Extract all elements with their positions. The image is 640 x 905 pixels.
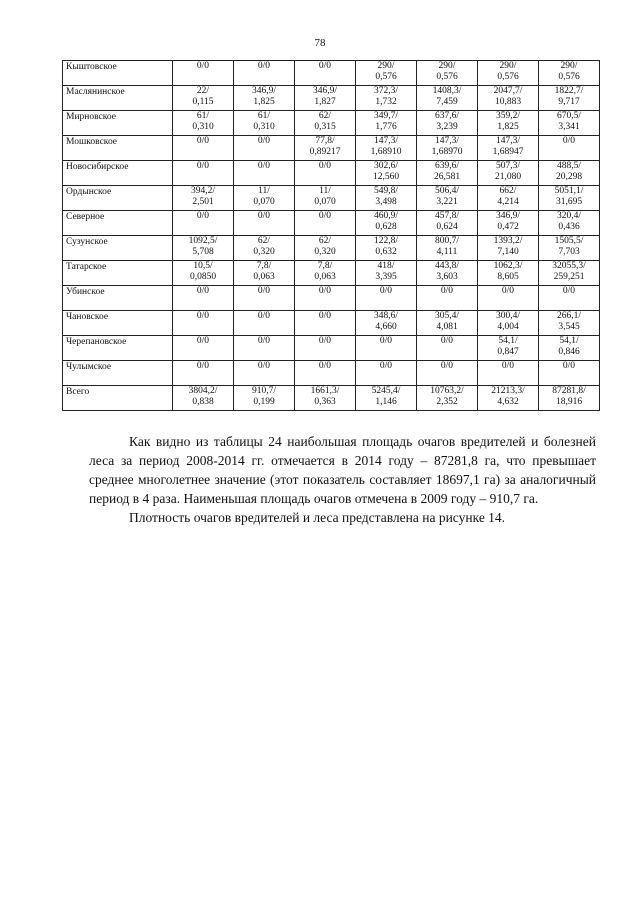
value-line: 3,603 xyxy=(436,272,458,282)
value-line: 800,7/ xyxy=(434,236,459,246)
value-line: 0,624 xyxy=(436,222,458,232)
district-name-cell: Мошковское xyxy=(63,136,173,161)
value-cell xyxy=(173,211,234,236)
value-line: 3804,2/ xyxy=(188,386,218,396)
value-line: 0/0 xyxy=(257,336,271,346)
value-line: 10,5/ xyxy=(193,261,213,271)
value-line: 0,0850 xyxy=(189,272,217,282)
value-line: 1,68970 xyxy=(431,147,463,157)
value-line: 2047,7/ xyxy=(493,86,523,96)
value-line: 290/ xyxy=(560,61,578,71)
value-line: 1505,5/ xyxy=(554,236,584,246)
value-line: 1822,7/ xyxy=(554,86,584,96)
value-cell xyxy=(478,236,539,261)
value-line: 0,846 xyxy=(558,347,580,357)
table-body xyxy=(63,61,600,411)
value-cell xyxy=(173,136,234,161)
table-row xyxy=(63,236,600,261)
district-name-cell: Чановское xyxy=(63,311,173,336)
value-line: 346,9/ xyxy=(495,211,520,221)
district-name-cell: Новосибирское xyxy=(63,161,173,186)
value-cell xyxy=(356,211,417,236)
value-line: 305,4/ xyxy=(434,311,459,321)
value-cell xyxy=(539,361,600,386)
table-row xyxy=(63,161,600,186)
value-line: 359,2/ xyxy=(495,111,520,121)
value-line: 3,395 xyxy=(375,272,397,282)
value-line: 147,3/ xyxy=(434,136,459,146)
value-line: 4,004 xyxy=(497,322,519,332)
value-line: 460,9/ xyxy=(373,211,398,221)
value-line: 418/ xyxy=(377,261,395,271)
value-line: 9,717 xyxy=(558,97,580,107)
value-line: 4,632 xyxy=(497,397,519,407)
value-cell xyxy=(356,361,417,386)
value-line: 1,68910 xyxy=(370,147,402,157)
value-line: 637,6/ xyxy=(434,111,459,121)
body-text xyxy=(89,432,596,527)
value-cell xyxy=(173,361,234,386)
value-line: 3,498 xyxy=(375,197,397,207)
value-line: 320,4/ xyxy=(556,211,581,221)
value-line: 8,605 xyxy=(497,272,519,282)
value-line: 0,320 xyxy=(314,247,336,257)
value-line: 62/ xyxy=(257,236,271,246)
value-cell xyxy=(356,86,417,111)
value-line: 0,628 xyxy=(375,222,397,232)
table-row xyxy=(63,261,600,286)
value-cell xyxy=(539,311,600,336)
value-line: 506,4/ xyxy=(434,186,459,196)
value-line: 3,545 xyxy=(558,322,580,332)
value-line: 0/0 xyxy=(257,311,271,321)
value-cell xyxy=(295,286,356,311)
value-cell xyxy=(234,61,295,86)
value-cell xyxy=(295,111,356,136)
value-cell xyxy=(417,311,478,336)
value-line: 0,063 xyxy=(253,272,275,282)
value-cell xyxy=(356,336,417,361)
table-row xyxy=(63,286,600,311)
value-cell xyxy=(295,61,356,86)
value-line: 0/0 xyxy=(501,361,515,371)
value-line: 0,847 xyxy=(497,347,519,357)
district-name-cell: Северное xyxy=(63,211,173,236)
value-line: 0/0 xyxy=(440,336,454,346)
district-name-cell: Мирновское xyxy=(63,111,173,136)
page-number: 78 xyxy=(314,37,326,49)
value-cell xyxy=(173,336,234,361)
value-line: 549,8/ xyxy=(373,186,398,196)
value-cell xyxy=(417,286,478,311)
value-cell xyxy=(478,336,539,361)
table-row xyxy=(63,311,600,336)
value-line: 54,1/ xyxy=(559,336,579,346)
value-cell xyxy=(539,386,600,411)
value-cell xyxy=(295,236,356,261)
value-cell xyxy=(173,386,234,411)
value-line: 348,6/ xyxy=(373,311,398,321)
value-line: 0/0 xyxy=(257,136,271,146)
value-line: 0,320 xyxy=(253,247,275,257)
value-line: 443,8/ xyxy=(434,261,459,271)
value-line: 290/ xyxy=(377,61,395,71)
value-line: 0/0 xyxy=(196,361,210,371)
value-line: 266,1/ xyxy=(556,311,581,321)
value-line: 0/0 xyxy=(196,311,210,321)
value-cell xyxy=(478,186,539,211)
value-cell xyxy=(173,261,234,286)
value-cell xyxy=(295,186,356,211)
table-row xyxy=(63,61,600,86)
value-cell xyxy=(417,61,478,86)
value-line: 300,4/ xyxy=(495,311,520,321)
value-line: 7,140 xyxy=(497,247,519,257)
table-row xyxy=(63,136,600,161)
value-cell xyxy=(539,286,600,311)
value-line: 0/0 xyxy=(196,61,210,71)
value-line: 4,111 xyxy=(436,247,458,257)
paragraph: Плотность очагов вредителей и леса представлена на рисунке 14. xyxy=(129,510,506,525)
value-line: 62/ xyxy=(318,111,332,121)
value-line: 4,214 xyxy=(497,197,519,207)
value-line: 0/0 xyxy=(318,161,332,171)
value-line: 0/0 xyxy=(501,286,515,296)
value-cell xyxy=(539,61,600,86)
value-line: 259,251 xyxy=(553,272,585,282)
value-line: 507,3/ xyxy=(495,161,520,171)
value-line: 10763,2/ xyxy=(430,386,464,396)
value-cell xyxy=(417,86,478,111)
value-cell xyxy=(417,161,478,186)
value-line: 0,115 xyxy=(192,97,214,107)
value-line: 0/0 xyxy=(196,286,210,296)
value-cell xyxy=(173,311,234,336)
value-line: 7,8/ xyxy=(256,261,272,271)
value-cell xyxy=(295,311,356,336)
value-line: 1393,2/ xyxy=(493,236,523,246)
value-line: 0,576 xyxy=(558,72,580,82)
value-cell xyxy=(173,86,234,111)
value-cell xyxy=(478,161,539,186)
value-line: 21213,3/ xyxy=(491,386,525,396)
value-cell xyxy=(234,161,295,186)
value-cell xyxy=(478,136,539,161)
value-cell xyxy=(539,261,600,286)
value-line: 0/0 xyxy=(257,211,271,221)
value-line: 0,576 xyxy=(497,72,519,82)
value-cell xyxy=(234,336,295,361)
value-cell xyxy=(356,61,417,86)
value-cell xyxy=(356,261,417,286)
value-cell xyxy=(417,211,478,236)
value-line: 0,315 xyxy=(314,122,336,132)
value-line: 7,459 xyxy=(436,97,458,107)
value-line: 2,352 xyxy=(436,397,458,407)
value-line: 0/0 xyxy=(440,286,454,296)
value-cell xyxy=(417,111,478,136)
value-line: 5,708 xyxy=(192,247,214,257)
value-line: 4,660 xyxy=(375,322,397,332)
value-line: 10,883 xyxy=(494,97,522,107)
value-line: 5051,1/ xyxy=(554,186,584,196)
value-cell xyxy=(539,211,600,236)
value-cell xyxy=(234,386,295,411)
district-name-cell: Чулымское xyxy=(63,361,173,386)
value-cell xyxy=(234,311,295,336)
value-cell xyxy=(295,136,356,161)
value-cell xyxy=(173,236,234,261)
value-line: 1661,3/ xyxy=(310,386,340,396)
value-line: 22/ xyxy=(196,86,210,96)
value-line: 0/0 xyxy=(257,361,271,371)
value-cell xyxy=(356,111,417,136)
value-line: 26,581 xyxy=(433,172,461,182)
value-cell xyxy=(356,186,417,211)
value-line: 122,8/ xyxy=(373,236,398,246)
value-line: 12,560 xyxy=(372,172,400,182)
table-row xyxy=(63,386,600,411)
value-line: 87281,8/ xyxy=(552,386,586,396)
value-line: 0,576 xyxy=(436,72,458,82)
value-cell xyxy=(234,361,295,386)
value-line: 346,9/ xyxy=(251,86,276,96)
value-cell xyxy=(356,286,417,311)
value-cell xyxy=(356,386,417,411)
district-name-cell: Кыштовское xyxy=(63,61,173,86)
value-cell xyxy=(356,136,417,161)
value-line: 3,221 xyxy=(436,197,458,207)
value-line: 11/ xyxy=(319,186,331,196)
value-line: 0,576 xyxy=(375,72,397,82)
value-cell xyxy=(295,86,356,111)
value-cell xyxy=(295,336,356,361)
value-line: 0/0 xyxy=(379,286,393,296)
value-cell xyxy=(478,386,539,411)
value-line: 1,827 xyxy=(314,97,336,107)
value-line: 5245,4/ xyxy=(371,386,401,396)
value-cell xyxy=(539,111,600,136)
value-cell xyxy=(539,236,600,261)
value-line: 0/0 xyxy=(318,286,332,296)
value-cell xyxy=(417,136,478,161)
value-line: 346,9/ xyxy=(312,86,337,96)
value-cell xyxy=(417,336,478,361)
value-line: 670,5/ xyxy=(556,111,581,121)
value-line: 0,838 xyxy=(192,397,214,407)
value-cell xyxy=(417,361,478,386)
value-line: 0/0 xyxy=(318,336,332,346)
value-line: 0/0 xyxy=(318,361,332,371)
value-cell xyxy=(478,311,539,336)
value-line: 1,776 xyxy=(375,122,397,132)
value-line: 302,6/ xyxy=(373,161,398,171)
value-cell xyxy=(478,111,539,136)
value-line: 1,68947 xyxy=(492,147,524,157)
value-line: 0/0 xyxy=(440,361,454,371)
value-line: 77,8/ xyxy=(315,136,335,146)
value-line: 290/ xyxy=(438,61,456,71)
value-line: 147,3/ xyxy=(373,136,398,146)
table-row xyxy=(63,336,600,361)
table-row xyxy=(63,211,600,236)
value-cell xyxy=(478,211,539,236)
table-row xyxy=(63,86,600,111)
value-line: 0,310 xyxy=(253,122,275,132)
value-cell xyxy=(234,86,295,111)
value-line: 20,298 xyxy=(555,172,583,182)
value-line: 0/0 xyxy=(318,311,332,321)
value-cell xyxy=(295,361,356,386)
value-line: 0,89217 xyxy=(309,147,341,157)
value-cell xyxy=(295,386,356,411)
value-cell xyxy=(417,186,478,211)
value-cell xyxy=(295,261,356,286)
value-line: 1062,3/ xyxy=(493,261,523,271)
value-line: 0/0 xyxy=(257,61,271,71)
value-line: 372,3/ xyxy=(373,86,398,96)
district-name-cell: Всего xyxy=(63,386,173,411)
value-cell xyxy=(234,211,295,236)
district-name-cell: Ордынское xyxy=(63,186,173,211)
table-row xyxy=(63,361,600,386)
value-line: 0/0 xyxy=(379,336,393,346)
value-line: 0,436 xyxy=(558,222,580,232)
value-line: 0,070 xyxy=(253,197,275,207)
value-line: 457,8/ xyxy=(434,211,459,221)
value-cell xyxy=(234,261,295,286)
value-cell xyxy=(478,361,539,386)
value-line: 0/0 xyxy=(379,361,393,371)
paragraph: Как видно из таблицы 24 наибольшая площадь очагов вредителей и болезней леса за период 2008-2014 гг. отмечается в 2014 году – 87281,8 га, что превышает среднее многолетнее значение (этот показатель составляет 18697,1 га) за аналогичный период в 4 раза. Наименьшая площадь очагов отмечена в 2009 году – 910,7 га. xyxy=(89,434,596,506)
value-cell xyxy=(417,261,478,286)
value-cell xyxy=(234,286,295,311)
value-line: 0,472 xyxy=(497,222,519,232)
value-line: 62/ xyxy=(318,236,332,246)
value-line: 3,239 xyxy=(436,122,458,132)
value-line: 0,063 xyxy=(314,272,336,282)
value-cell xyxy=(356,311,417,336)
district-name-cell: Сузунское xyxy=(63,236,173,261)
value-line: 0/0 xyxy=(562,286,576,296)
value-line: 1,825 xyxy=(253,97,275,107)
value-cell xyxy=(234,111,295,136)
value-cell xyxy=(173,186,234,211)
value-line: 0/0 xyxy=(562,136,576,146)
value-cell xyxy=(295,161,356,186)
value-line: 0/0 xyxy=(196,161,210,171)
value-line: 0/0 xyxy=(257,286,271,296)
value-line: 31,695 xyxy=(555,197,583,207)
value-line: 7,703 xyxy=(558,247,580,257)
value-line: 290/ xyxy=(499,61,517,71)
value-line: 910,7/ xyxy=(251,386,276,396)
value-line: 7,8/ xyxy=(317,261,333,271)
value-line: 662/ xyxy=(499,186,517,196)
district-name-cell: Маслянинское xyxy=(63,86,173,111)
value-line: 0,310 xyxy=(192,122,214,132)
value-line: 147,3/ xyxy=(495,136,520,146)
value-line: 61/ xyxy=(257,111,271,121)
value-line: 0/0 xyxy=(318,61,332,71)
value-line: 0,070 xyxy=(314,197,336,207)
value-cell xyxy=(173,286,234,311)
value-cell xyxy=(478,286,539,311)
value-cell xyxy=(478,86,539,111)
value-line: 394,2/ xyxy=(190,186,215,196)
value-line: 639,6/ xyxy=(434,161,459,171)
pest-foci-table xyxy=(62,60,600,411)
value-cell xyxy=(356,236,417,261)
value-line: 4,081 xyxy=(436,322,458,332)
value-cell xyxy=(295,211,356,236)
table-row xyxy=(63,111,600,136)
value-cell xyxy=(234,136,295,161)
value-line: 54,1/ xyxy=(498,336,518,346)
value-cell xyxy=(539,161,600,186)
district-name-cell: Татарское xyxy=(63,261,173,286)
value-line: 1408,3/ xyxy=(432,86,462,96)
value-cell xyxy=(417,386,478,411)
value-cell xyxy=(478,261,539,286)
value-cell xyxy=(539,336,600,361)
value-cell xyxy=(234,186,295,211)
value-line: 11/ xyxy=(258,186,270,196)
table-row xyxy=(63,186,600,211)
value-line: 61/ xyxy=(196,111,210,121)
value-cell xyxy=(173,61,234,86)
value-cell xyxy=(356,161,417,186)
value-cell xyxy=(234,236,295,261)
value-line: 1,825 xyxy=(497,122,519,132)
value-line: 3,341 xyxy=(558,122,580,132)
value-line: 0/0 xyxy=(196,136,210,146)
value-cell xyxy=(539,136,600,161)
value-cell xyxy=(478,61,539,86)
value-cell xyxy=(173,111,234,136)
value-line: 32055,3/ xyxy=(552,261,586,271)
value-line: 18,916 xyxy=(555,397,583,407)
value-line: 2,501 xyxy=(192,197,214,207)
district-name-cell: Убинское xyxy=(63,286,173,311)
value-cell xyxy=(173,161,234,186)
value-line: 0,199 xyxy=(253,397,275,407)
value-line: 0/0 xyxy=(257,161,271,171)
value-cell xyxy=(417,236,478,261)
value-line: 1,146 xyxy=(375,397,397,407)
district-name-cell: Черепановское xyxy=(63,336,173,361)
value-line: 1,732 xyxy=(375,97,397,107)
value-line: 349,7/ xyxy=(373,111,398,121)
value-line: 0/0 xyxy=(196,211,210,221)
value-line: 0/0 xyxy=(562,361,576,371)
value-line: 0,632 xyxy=(375,247,397,257)
value-cell xyxy=(539,186,600,211)
value-line: 0,363 xyxy=(314,397,336,407)
value-line: 0/0 xyxy=(196,336,210,346)
value-line: 1092,5/ xyxy=(188,236,218,246)
value-line: 488,5/ xyxy=(556,161,581,171)
value-cell xyxy=(539,86,600,111)
value-line: 0/0 xyxy=(318,211,332,221)
value-line: 21,080 xyxy=(494,172,522,182)
